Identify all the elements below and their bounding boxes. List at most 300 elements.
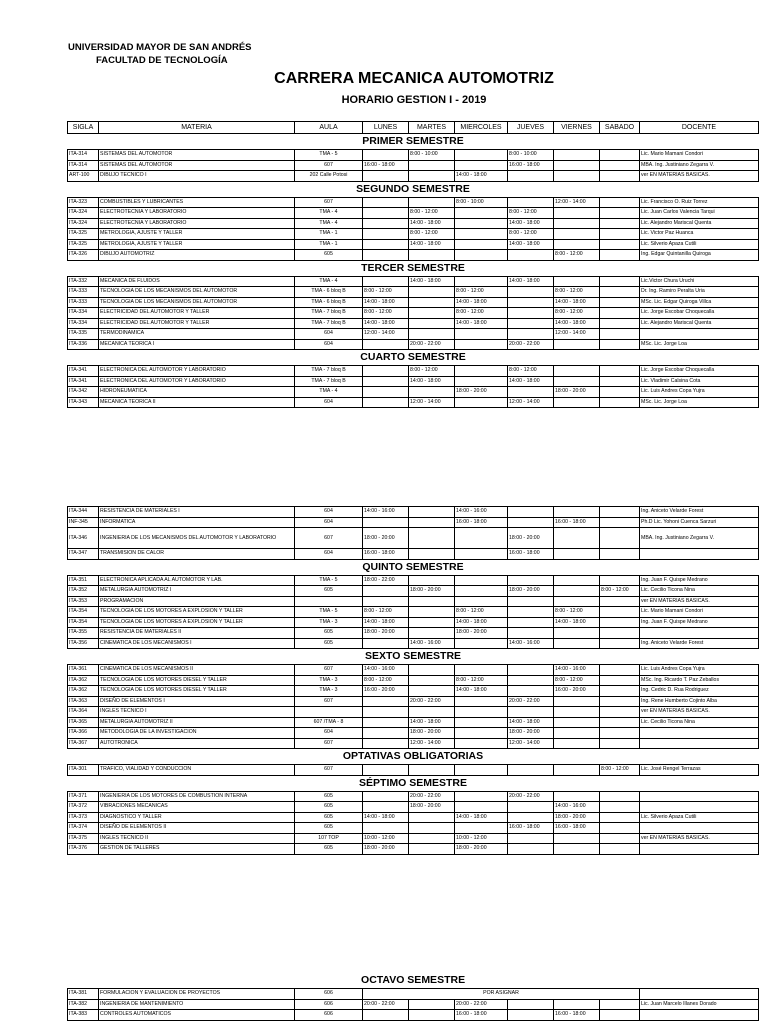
course-docente: Lic. Vladimir Calsina Cota [640,376,759,387]
course-materia: AUTOTRONICA [99,738,295,749]
course-docente: Lic. Luis Andres Copa Yujra [640,387,759,398]
course-docente [640,738,759,749]
course-lunes: 14:00 - 18:00 [363,318,409,329]
course-lunes: 18:00 - 20:00 [363,528,409,549]
course-materia: TECNOLOGIA DE LOS MOTORES A EXPLOSION Y TALLER [99,607,295,618]
course-docente: Lic. Mario Mamani Condori [640,607,759,618]
course-viernes [554,549,600,560]
course-jueves: 14:00 - 16:00 [508,638,554,649]
course-lunes: 16:00 - 18:00 [363,549,409,560]
course-materia: TRAFICO, VIALIDAD Y CONDUCCION [99,765,295,776]
course-viernes [554,844,600,855]
course-viernes [554,171,600,182]
course-jueves [508,250,554,261]
column-header-jueves: JUEVES [508,122,554,134]
course-docente: MSc. Lic. Edgar Quiroga Villca [640,297,759,308]
course-viernes [554,339,600,350]
course-materia: CINEMATICA DE LOS MECANISMOS II [99,665,295,676]
course-sigla: ART-100 [68,171,99,182]
course-materia: METROLOGIA, AJUSTE Y TALLER [99,239,295,250]
course-aula: 605 [295,586,363,597]
course-viernes: 8:00 - 12:00 [554,607,600,618]
course-docente: Ph.D Lic. Yohoni Cuenca Sarzuri [640,517,759,528]
course-martes [409,844,455,855]
course-sigla: ITA-363 [68,696,99,707]
course-lunes [363,208,409,219]
course-sigla: ITA-314 [68,160,99,171]
course-row [68,329,759,340]
course-viernes [554,728,600,739]
course-lunes [363,728,409,739]
course-row [68,844,759,855]
course-sigla: ITA-376 [68,844,99,855]
course-row [68,596,759,607]
course-docente [640,989,759,1000]
course-row [68,665,759,676]
course-materia: INGLES TECNICO II [99,833,295,844]
course-miercoles: 8:00 - 12:00 [455,675,508,686]
course-docente [640,791,759,802]
page-subtitle: HORARIO GESTION I - 2019 [341,94,487,106]
course-sigla: ITA-332 [68,276,99,287]
course-viernes [554,833,600,844]
schedule-table-part-2 [67,506,759,855]
semester-title-row [68,649,759,665]
course-sigla: ITA-335 [68,329,99,340]
course-materia: TRANSMISION DE CALOR [99,549,295,560]
course-sabado [600,276,640,287]
column-header-docente: DOCENTE [640,122,759,134]
course-lunes [363,397,409,408]
course-martes [409,596,455,607]
course-jueves: 14:00 - 18:00 [508,717,554,728]
course-viernes: 16:00 - 18:00 [554,1010,600,1021]
course-sabado [600,366,640,377]
course-docente: ver EN MATERIAS BASICAS. [640,707,759,718]
course-row [68,638,759,649]
course-jueves [508,765,554,776]
course-lunes: 18:00 - 22:00 [363,575,409,586]
course-jueves [508,517,554,528]
course-lunes [363,823,409,834]
course-viernes [554,738,600,749]
course-materia: METALURGIA AUTOMOTRIZ I [99,586,295,597]
course-jueves [508,197,554,208]
course-sigla: ITA-365 [68,717,99,728]
course-martes: 14:00 - 18:00 [409,376,455,387]
course-materia: GESTION DE TALLERES [99,844,295,855]
course-sabado [600,376,640,387]
course-viernes: 8:00 - 12:00 [554,308,600,319]
course-sabado [600,738,640,749]
course-martes: 14:00 - 18:00 [409,717,455,728]
course-sabado [600,318,640,329]
course-jueves [508,686,554,697]
course-lunes: 8:00 - 12:00 [363,287,409,298]
course-materia: COMBUSTIBLES Y LUBRICANTES [99,197,295,208]
course-jueves: 20:00 - 22:00 [508,791,554,802]
course-docente: MBA. Ing. Justiniano Zegarra V. [640,160,759,171]
course-jueves: 14:00 - 18:00 [508,276,554,287]
course-miercoles [455,250,508,261]
course-lunes [363,229,409,240]
course-jueves [508,675,554,686]
course-materia: DIAGNOSTICO Y TALLER [99,812,295,823]
course-materia: SISTEMAS DEL AUTOMOTOR [99,150,295,161]
course-sigla: ITA-354 [68,617,99,628]
course-jueves [508,171,554,182]
course-row [68,339,759,350]
course-docente: Lic.Victor Chura Uruchi [640,276,759,287]
course-viernes [554,239,600,250]
course-lunes [363,707,409,718]
course-jueves [508,844,554,855]
course-viernes [554,397,600,408]
course-sigla: ITA-381 [68,989,99,1000]
course-martes: 8:00 - 12:00 [409,366,455,377]
column-header-aula: AULA [295,122,363,134]
course-row [68,675,759,686]
course-miercoles [455,665,508,676]
course-sigla: ITA-325 [68,239,99,250]
course-martes [409,823,455,834]
course-sigla: ITA-326 [68,250,99,261]
course-materia: TECNOLOGIA DE LOS MOTORES DIESEL Y TALLER [99,686,295,697]
course-sigla: ITA-371 [68,791,99,802]
course-materia: ELECTRONICA APLICADA AL AUTOMOTOR Y LAB. [99,575,295,586]
course-martes [409,297,455,308]
course-miercoles: 8:00 - 10:00 [455,197,508,208]
course-lunes: 14:00 - 16:00 [363,507,409,518]
course-sabado [600,208,640,219]
course-aula: 605 [295,844,363,855]
course-martes [409,507,455,518]
semester-title-row [68,134,759,150]
course-materia: ELECTRONICA DEL AUTOMOTOR Y LABORATORIO [99,376,295,387]
course-viernes: 8:00 - 12:00 [554,675,600,686]
course-miercoles: 14:00 - 16:00 [455,507,508,518]
course-docente: Lic. Mario Mamani Condori [640,150,759,161]
course-materia: ELECTRICIDAD DEL AUTOMOTOR Y TALLER [99,308,295,319]
course-sigla: ITA-361 [68,665,99,676]
course-jueves [508,833,554,844]
column-header-sigla: SIGLA [68,122,99,134]
course-aula: 607 [295,160,363,171]
course-materia: DISEÑO DE ELEMENTOS II [99,823,295,834]
course-aula: 604 [295,339,363,350]
course-jueves: 14:00 - 18:00 [508,239,554,250]
faculty-name: FACULTAD DE TECNOLOGÍA [96,55,228,66]
course-jueves: 12:00 - 14:00 [508,738,554,749]
course-materia: METALURGIA AUTOMOTRIZ II [99,717,295,728]
course-sigla: ITA-334 [68,318,99,329]
column-header-lunes: LUNES [363,122,409,134]
course-lunes: 14:00 - 18:00 [363,297,409,308]
course-materia: DIBUJO AUTOMOTRIZ [99,250,295,261]
course-martes [409,517,455,528]
course-miercoles: 14:00 - 18:00 [455,686,508,697]
course-sabado: 8:00 - 12:00 [600,765,640,776]
course-sigla: ITA-353 [68,596,99,607]
course-sabado [600,638,640,649]
course-martes: 18:00 - 20:00 [409,728,455,739]
course-miercoles [455,696,508,707]
course-docente: Lic. Alejandro Mariscal Quenta [640,218,759,229]
course-viernes: 12:00 - 14:00 [554,329,600,340]
course-materia: INGENIERIA DE LOS MECANISMOS DEL AUTOMOTOR Y LABORATORIO [99,528,295,549]
course-jueves: 16:00 - 18:00 [508,549,554,560]
course-martes [409,675,455,686]
course-aula: 605 [295,638,363,649]
course-viernes [554,528,600,549]
course-martes [409,250,455,261]
course-aula: 605 [295,812,363,823]
course-sabado [600,665,640,676]
course-sabado [600,397,640,408]
course-aula: TMA - 3 [295,617,363,628]
course-martes: 14:00 - 18:00 [409,218,455,229]
course-miercoles [455,528,508,549]
course-row [68,150,759,161]
course-viernes [554,638,600,649]
course-row [68,738,759,749]
course-lunes: 18:00 - 20:00 [363,628,409,639]
course-docente: Ing. Rene Humberto Cojinto Alba [640,696,759,707]
course-row [68,239,759,250]
course-lunes: 12:00 - 14:00 [363,329,409,340]
course-row [68,160,759,171]
course-aula: 604 [295,507,363,518]
course-viernes [554,575,600,586]
course-viernes: 14:00 - 18:00 [554,297,600,308]
course-row [68,823,759,834]
course-lunes [363,239,409,250]
course-viernes [554,999,600,1010]
course-sigla: ITA-355 [68,628,99,639]
course-aula: 607 [295,738,363,749]
course-docente: Lic. Victor Paz Huanca [640,229,759,240]
semester-title: QUINTO SEMESTRE [362,560,464,573]
course-jueves: 8:00 - 12:00 [508,208,554,219]
course-lunes [363,197,409,208]
course-miercoles: 8:00 - 12:00 [455,308,508,319]
course-viernes [554,507,600,518]
course-viernes [554,160,600,171]
semester-title-row [68,559,759,575]
course-row [68,397,759,408]
course-viernes [554,276,600,287]
course-row [68,707,759,718]
course-jueves [508,665,554,676]
course-sigla: ITA-334 [68,308,99,319]
course-docente [640,728,759,739]
course-jueves [508,329,554,340]
course-aula: 604 [295,329,363,340]
course-jueves [508,628,554,639]
course-row [68,812,759,823]
course-aula: 607 [295,765,363,776]
course-miercoles: 18:00 - 20:00 [455,628,508,639]
course-sigla: ITA-323 [68,197,99,208]
course-viernes [554,376,600,387]
course-sigla: ITA-325 [68,229,99,240]
course-martes: 8:00 - 10:00 [409,150,455,161]
course-aula: 202 Calle Potosi [295,171,363,182]
course-sigla: ITA-362 [68,675,99,686]
course-sigla: ITA-356 [68,638,99,649]
course-sigla: INF-345 [68,517,99,528]
course-martes: 20:00 - 22:00 [409,791,455,802]
course-docente [640,844,759,855]
course-materia: ELECTROTECNIA Y LABORATORIO [99,208,295,219]
course-sabado [600,287,640,298]
course-miercoles [455,802,508,813]
course-miercoles [455,575,508,586]
course-row [68,218,759,229]
semester-title: OCTAVO SEMESTRE [361,974,466,986]
column-header-viernes: VIERNES [554,122,600,134]
course-martes: 18:00 - 20:00 [409,802,455,813]
course-aula: 604 [295,549,363,560]
course-jueves: 20:00 - 22:00 [508,339,554,350]
course-martes [409,287,455,298]
course-lunes [363,586,409,597]
course-aula: TMA - 1 [295,239,363,250]
course-miercoles [455,329,508,340]
course-sigla: ITA-351 [68,575,99,586]
course-sigla: ITA-372 [68,802,99,813]
semester-title: SEXTO SEMESTRE [364,650,462,662]
course-jueves: 8:00 - 12:00 [508,229,554,240]
course-aula: TMA - 1 [295,229,363,240]
course-docente: Ing. Edgar Quintanilla Quiroga [640,250,759,261]
course-jueves [508,812,554,823]
course-martes: 14:00 - 18:00 [409,276,455,287]
course-martes: 12:00 - 14:00 [409,738,455,749]
course-viernes [554,696,600,707]
course-materia: ELECTROTECNIA Y LABORATORIO [99,218,295,229]
course-row [68,765,759,776]
semester-title: SEGUNDO SEMESTRE [356,182,470,195]
course-miercoles: 18:00 - 20:00 [455,387,508,398]
course-lunes: 8:00 - 12:00 [363,675,409,686]
course-docente [640,329,759,340]
column-header-martes: MARTES [409,122,455,134]
course-sabado [600,1010,640,1021]
course-row [68,507,759,518]
course-row [68,318,759,329]
course-viernes [554,218,600,229]
course-aula: 607 /TMA - 8 [295,717,363,728]
course-lunes [363,218,409,229]
course-lunes [363,791,409,802]
course-sabado [600,728,640,739]
course-sabado [600,197,640,208]
course-aula: 607 [295,197,363,208]
course-lunes: 8:00 - 12:00 [363,308,409,319]
course-viernes: 14:00 - 18:00 [554,617,600,628]
semester-title: PRIMER SEMESTRE [362,135,464,147]
course-materia: INFORMATICA [99,517,295,528]
course-schedule-unassigned: POR ASIGNAR [363,989,640,1000]
course-martes: 14:00 - 18:00 [409,239,455,250]
course-docente: Lic. Silverio Apaza Cutili [640,812,759,823]
course-martes [409,1010,455,1021]
semester-title-row [68,973,759,989]
course-aula: 607 [295,665,363,676]
course-martes: 14:00 - 16:00 [409,638,455,649]
course-row [68,628,759,639]
course-martes: 20:00 - 22:00 [409,696,455,707]
course-jueves: 8:00 - 10:00 [508,150,554,161]
semester-title-row [68,749,759,765]
university-name: UNIVERSIDAD MAYOR DE SAN ANDRÉS [68,42,252,53]
course-row [68,287,759,298]
course-miercoles [455,376,508,387]
course-martes [409,387,455,398]
course-docente: Ing. Juan F. Quispe Medrano [640,575,759,586]
course-martes [409,812,455,823]
course-lunes: 14:00 - 16:00 [363,665,409,676]
course-row [68,1010,759,1021]
course-sigla: ITA-383 [68,1010,99,1021]
course-materia: METODOLOGIA DE LA INVESTIGACION [99,728,295,739]
course-materia: HIDRONEUMATICA [99,387,295,398]
course-lunes [363,171,409,182]
course-lunes [363,376,409,387]
course-docente: Dr. Ing. Ramiro Peralta Uria [640,287,759,298]
course-docente: Lic. Jorge Escobar Choquecalla [640,366,759,377]
course-sigla: ITA-342 [68,387,99,398]
course-miercoles [455,638,508,649]
course-materia: MECANICA TEORICA I [99,339,295,350]
course-lunes [363,250,409,261]
course-martes [409,765,455,776]
course-sabado: 8:00 - 12:00 [600,586,640,597]
course-sabado [600,297,640,308]
course-materia: CINEMATICA DE LOS MECANISMOS I [99,638,295,649]
course-miercoles [455,728,508,739]
course-docente: Lic. José Rengel Terrazas [640,765,759,776]
course-sabado [600,607,640,618]
course-row [68,250,759,261]
course-viernes [554,596,600,607]
course-sabado [600,696,640,707]
course-aula: TMA - 3 [295,686,363,697]
course-sigla: ITA-314 [68,150,99,161]
course-sabado [600,308,640,319]
course-miercoles [455,717,508,728]
course-row [68,586,759,597]
course-martes [409,308,455,319]
course-jueves [508,387,554,398]
course-materia: ELECTRICIDAD DEL AUTOMOTOR Y TALLER [99,318,295,329]
course-sigla: ITA-341 [68,366,99,377]
course-row [68,528,759,549]
course-docente: ver EN MATERIAS BASICAS. [640,833,759,844]
course-docente [640,549,759,560]
course-miercoles [455,150,508,161]
course-martes [409,329,455,340]
course-miercoles: 14:00 - 18:00 [455,617,508,628]
course-lunes [363,276,409,287]
course-lunes [363,696,409,707]
course-aula: TMA - 4 [295,208,363,219]
course-miercoles: 16:00 - 18:00 [455,1010,508,1021]
course-row [68,197,759,208]
course-lunes [363,339,409,350]
course-martes [409,665,455,676]
